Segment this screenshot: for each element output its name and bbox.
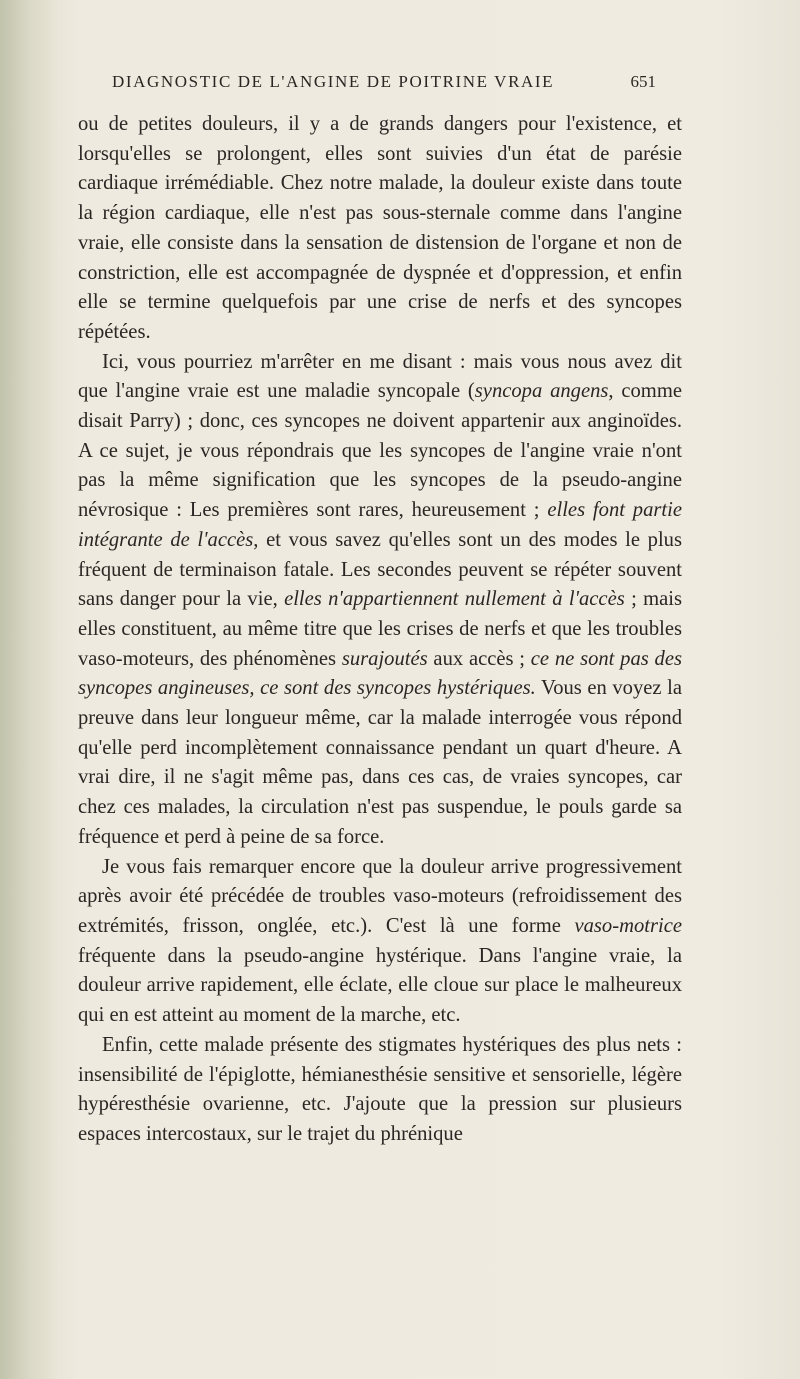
- text-segment: ; mais elles constituent, au même titre que les crises de nerfs et que les troubles vaso-moteurs, des phénomènes: [78, 588, 683, 670]
- italic-text: syncopa angens: [474, 380, 609, 403]
- paragraph-1: [78, 110, 682, 348]
- paragraph-3: [78, 853, 682, 1031]
- italic-text: elles font partie intégrante de l'accès: [78, 499, 683, 551]
- text-segment: Je vous fais remarquer encore que la douleur arrive progressivement après avoir été précédée de troubles vaso-moteurs (refroidissement des extrémités, frisson, onglée, etc.). C'est là une forme: [78, 855, 682, 937]
- text-segment: aux accès ;: [427, 647, 531, 670]
- running-title: DIAGNOSTIC DE L'ANGINE DE POITRINE VRAIE: [112, 72, 555, 91]
- italic-text: surajoutés: [341, 647, 428, 670]
- text-segment: Vous en voyez la preuve dans leur longueur même, car la malade interrogée vous répond qu'elle perd incomplètement connaissance pendant un quart d'heure. A vrai dire, il ne s'agit même pas, dans ces cas, de vraies syncopes, car chez ces malades, la circulation n'est pas suspendue, le pouls garde sa fréquence et perd à peine de sa force.: [78, 677, 682, 848]
- text-segment: fréquente dans la pseudo-angine hystérique. Dans l'angine vraie, la douleur arrive rapidement, elle éclate, elle cloue sur place le malheureux qui en est atteint au moment de la marche, etc.: [78, 944, 682, 1027]
- italic-text: ce ne sont pas des syncopes angineuses, ce sont des syncopes hystériques.: [78, 647, 683, 700]
- paragraph-4: [78, 1031, 682, 1150]
- page-number: 651: [630, 72, 656, 91]
- text-segment: ou de petites douleurs, il y a de grands dangers pour l'existence, et lorsqu'elles se prolongent, elles sont suivies d'un état de parésie cardiaque irrémédiable. Chez notre malade, la douleur existe dans toute la région cardiaque, elle n'est pas sous-sternale comme dans l'angine vraie, elle consiste dans la sensation de distension de l'organe et non de constriction, elle est accompagnée de dyspnée et d'oppression, et enfin elle se termine quelquefois par une crise de nerfs et des syncopes répétées.: [78, 113, 682, 343]
- text-segment: , et vous savez qu'elles sont un des modes le plus fréquent de terminaison fatale. Les secondes peuvent se répéter souvent sans danger pour la vie,: [78, 528, 682, 611]
- page-header: [112, 72, 656, 98]
- text-segment: Ici, vous pourriez m'arrêter en me disant : mais vous nous avez dit que l'angine vraie est une maladie syncopale (: [78, 350, 682, 403]
- binding-shadow: [0, 0, 58, 1379]
- text-segment: Enfin, cette malade présente des stigmates hystériques des plus nets : insensibilité de l'épiglotte, hémianesthésie sensitive et sensorielle, légère hypéresthésie ovarienne, etc. J'ajoute que la pression sur plusieurs espaces intercostaux, sur le trajet du phrénique: [78, 1033, 682, 1145]
- paragraph-2: [78, 348, 682, 853]
- text-segment: , comme disait Parry) ; donc, ces syncopes ne doivent appartenir aux anginoïdes. A ce sujet, je vous répondrais que les syncopes de l'angine vraie n'ont pas la même signification que les syncopes de la pseudo-angine névrosique : Les premières sont rares, heureusement ;: [78, 380, 682, 522]
- italic-text: elles n'appartiennent nullement à l'accès: [284, 588, 625, 611]
- italic-text: vaso-motrice: [574, 914, 682, 937]
- body-text: [78, 110, 682, 1150]
